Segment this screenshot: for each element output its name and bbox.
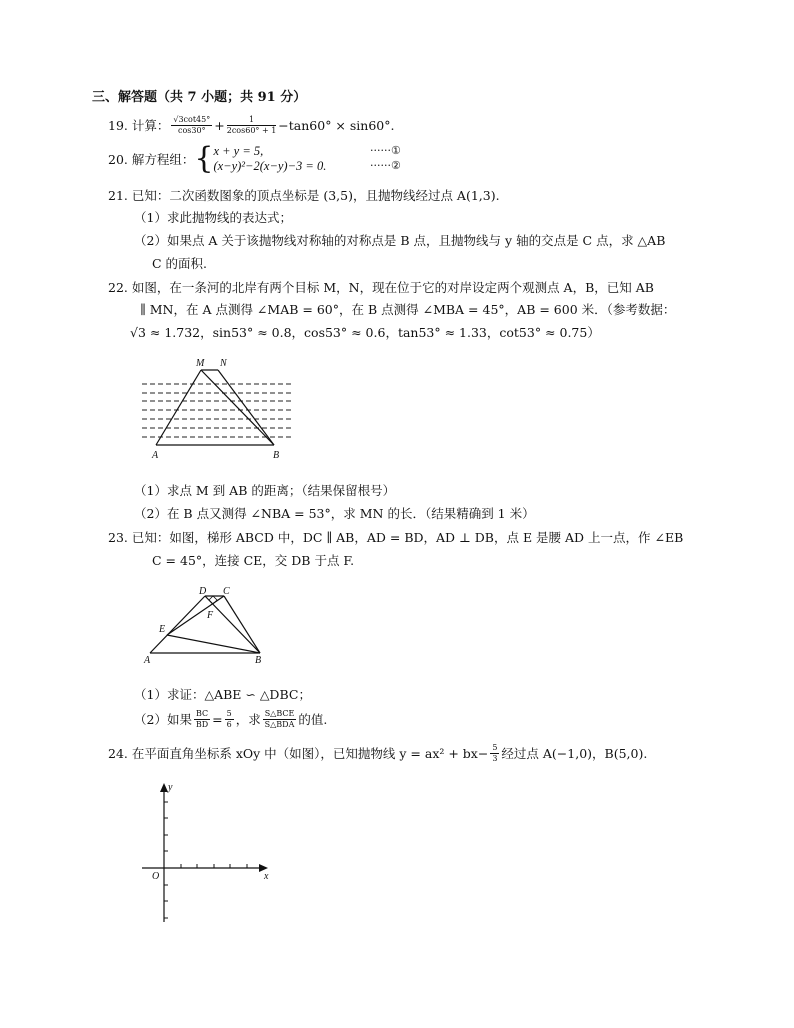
q23-part2: [134, 706, 327, 732]
q23-line2: C = 45°，连接 CE，交 DB 于点 F.: [152, 553, 355, 568]
q24-line1-prefix: 24. 在平面直角坐标系 xOy 中（如图），已知抛物线 y = ax² + bx−: [108, 746, 489, 761]
section-header: 三、解答题（共 7 小题；共 91 分）: [92, 90, 307, 105]
q24-frac-denominator: 3: [492, 753, 498, 763]
q20-eq1: x + y = 5,: [213, 144, 264, 158]
q24-tick-marks: [164, 802, 247, 918]
axis-label-y: y: [168, 782, 173, 793]
q22-river-figure: [134, 353, 304, 465]
origin-label-O: O: [152, 871, 160, 882]
q22-triangle-lines: [156, 370, 274, 445]
label-E: E: [159, 624, 166, 635]
q22-part2: （2）在 B 点又测得 ∠NBA = 53°，求 MN 的长．（结果精确到 1 米）: [134, 506, 535, 521]
q19-label: 19. 计算：: [108, 118, 170, 133]
q22-line3: √3 ≈ 1.732，sin53° ≈ 0.8，cos53° ≈ 0.6，tan53° ≈ 1.33，cot53° ≈ 0.75）: [130, 325, 600, 340]
q20-system: [213, 144, 326, 174]
label-B: B: [273, 450, 280, 461]
q19-rest: −tan60° × sin60°.: [278, 117, 395, 133]
q19-frac2-numerator: 1: [227, 115, 277, 126]
label-D: D: [199, 586, 207, 597]
label-M: M: [196, 358, 205, 369]
q19-fraction-1: [171, 115, 212, 136]
label-N: N: [220, 358, 227, 369]
q22-part1: （1）求点 M 到 AB 的距离；（结果保留根号）: [134, 483, 396, 498]
q23-frac1-denominator: BD: [195, 719, 209, 729]
q21-stem: 21. 已知：二次函数图象的顶点坐标是 (3,5)，且抛物线经过点 A(1,3).: [108, 188, 500, 203]
question-24: [108, 740, 647, 766]
q23-frac-area-ratio: [263, 709, 297, 730]
q23-frac-bc-bd: [194, 709, 210, 730]
q20-eq2: (x−y)²−2(x−y)−3 = 0.: [213, 159, 327, 173]
q23-frac2-denominator: 6: [226, 719, 232, 729]
q20-brace: {: [194, 141, 214, 176]
q23-trapezoid-lines: [150, 596, 260, 653]
q19-plus: +: [214, 117, 225, 133]
q23-frac2-numerator: 5: [226, 708, 232, 718]
q23-part2-middle: ，求: [235, 712, 261, 727]
label-C: C: [223, 586, 230, 597]
q20-eq2-mark: ······②: [370, 159, 401, 172]
q20-label: 20. 解方程组：: [108, 152, 195, 167]
q19-frac1-denominator: cos30°: [178, 125, 206, 135]
label-F: F: [207, 610, 214, 621]
q23-part2-suffix: 的值.: [298, 712, 328, 727]
question-20: [108, 142, 326, 176]
axis-label-x: x: [264, 871, 269, 882]
q23-equals: =: [212, 711, 223, 727]
q22-line2: ∥ MN，在 A 点测得 ∠MAB = 60°，在 B 点测得 ∠MBA = 45°，AB = 600 米．（参考数据：: [140, 302, 676, 317]
q19-frac2-denominator: 2cos60° + 1: [226, 125, 277, 135]
question-19: [108, 112, 394, 138]
q23-frac1-numerator: BC: [195, 708, 209, 718]
q21-part2-line2: C 的面积.: [152, 256, 208, 271]
q23-part1: （1）求证：△ABE ∽ △DBC；: [134, 687, 311, 702]
q19-frac1-numerator: √3cot45°: [173, 114, 211, 124]
q23-line1: 23. 已知：如图，梯形 ABCD 中，DC ∥ AB，AD = BD，AD ⊥ DB，点 E 是腰 AD 上一点，作 ∠EB: [108, 530, 684, 545]
q24-frac-numerator: 5: [492, 742, 498, 752]
q23-part2-prefix: （2）如果: [134, 712, 192, 727]
label-A: A: [152, 450, 159, 461]
q24-axis-lines: [142, 788, 264, 922]
label-A: A: [144, 655, 151, 666]
y-axis-arrow: [160, 783, 168, 792]
q23-trapezoid-figure: [138, 582, 272, 666]
q24-frac-5-3: [490, 743, 499, 764]
label-B: B: [255, 655, 262, 666]
q19-fraction-2: [227, 115, 277, 136]
q23-frac3-denominator: S△BDA: [264, 719, 295, 729]
q20-marks: [370, 143, 401, 173]
q24-coordinate-axes: [138, 780, 278, 930]
river-dashed-lines: [142, 384, 294, 437]
q21-part2-line1: （2）如果点 A 关于该抛物线对称轴的对称点是 B 点，且抛物线与 y 轴的交点是 C 点，求 △AB: [134, 233, 666, 248]
q22-line1: 22. 如图，在一条河的北岸有两个目标 M，N，现在位于它的对岸设定两个观测点 A，B，已知 AB: [108, 280, 654, 295]
q23-frac-5-6: [225, 709, 234, 730]
q21-part1: （1）求此抛物线的表达式；: [134, 210, 292, 225]
q23-frac3-numerator: S△BCE: [264, 708, 295, 718]
q20-eq1-mark: ······①: [370, 144, 401, 157]
q24-line1-suffix: 经过点 A(−1,0)，B(5,0).: [501, 746, 648, 761]
